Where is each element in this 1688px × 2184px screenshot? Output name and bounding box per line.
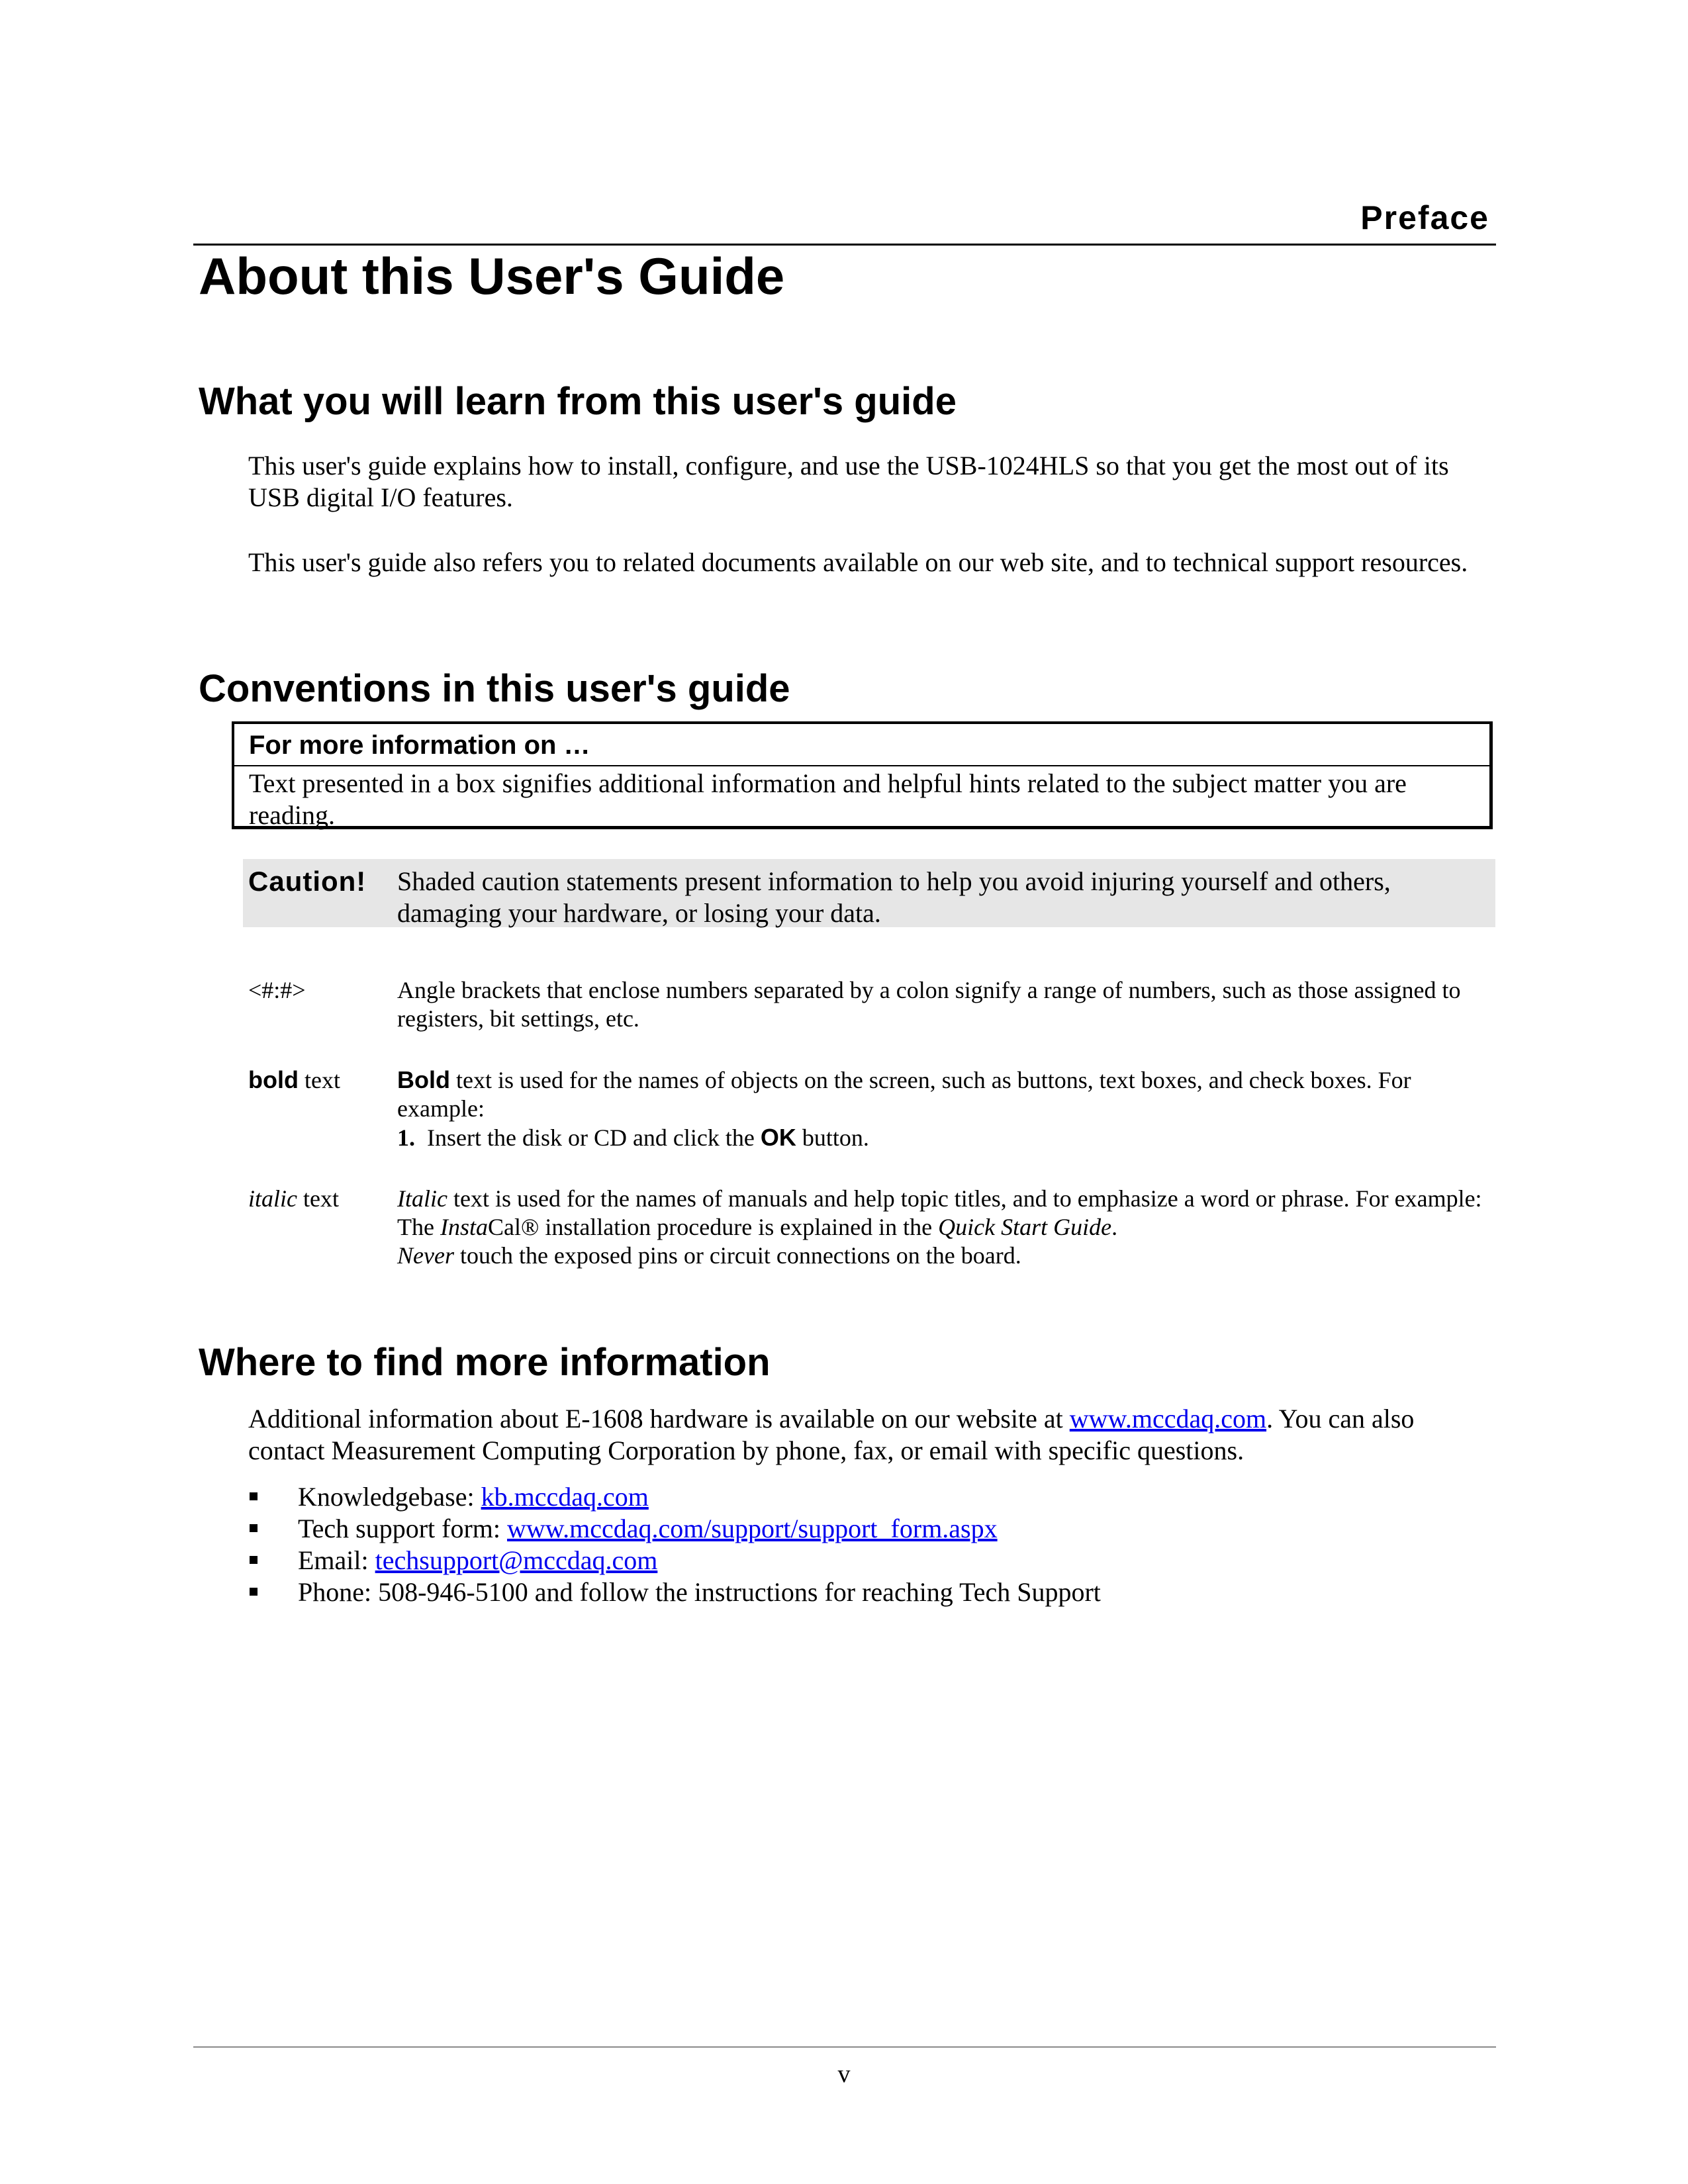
caution-box (243, 859, 1495, 927)
list-item-email (248, 1545, 1101, 1576)
step-text: Insert the disk or CD and click the (427, 1124, 761, 1151)
caution-text: Shaded caution statements present information to help you avoid injuring yourself and others, damaging your hardware, or losing your data. (397, 866, 1391, 928)
square-bullet-icon (250, 1588, 258, 1596)
emphasis-word: Never (397, 1242, 454, 1269)
step-number: 1. (397, 1124, 415, 1151)
desc-italic-word: Italic (397, 1185, 447, 1212)
square-bullet-icon (250, 1492, 258, 1500)
heading-what-you-will-learn: What you will learn from this user's guide (199, 380, 957, 423)
convention-term: <#:#> (248, 977, 306, 1003)
convention-description (397, 1066, 1496, 1152)
example-step (397, 1123, 1496, 1152)
insta-word: Insta (440, 1214, 488, 1240)
convention-description (397, 1185, 1496, 1270)
section-label: Preface (1360, 199, 1489, 236)
example-text: touch the exposed pins or circuit connections on the board. (453, 1242, 1021, 1269)
desc-rest: text is used for the names of objects on the screen, such as buttons, text boxes, and check boxes. For example: (397, 1067, 1411, 1122)
list-item-knowledgebase (248, 1481, 1101, 1513)
example-text: Cal® installation procedure is explained in the (487, 1214, 939, 1240)
ok-word: OK (760, 1124, 796, 1151)
term-italic-word: italic (248, 1185, 297, 1212)
email-link[interactable]: techsupport@mccdaq.com (375, 1545, 658, 1575)
item-label: Phone: 508-946-5100 and follow the instructions for reaching Tech Support (298, 1577, 1101, 1607)
paragraph-text: . You can also contact Measurement Computing Corporation by phone, fax, or email with specific questions. (248, 1404, 1415, 1465)
paragraph-guide-purpose: This user's guide explains how to install, configure, and use the USB-1024HLS so that you get the most out of its USB digital I/O features. (248, 451, 1449, 512)
info-box-text: Text presented in a box signifies additional information and helpful hints related to the subject matter you are reading. (249, 768, 1407, 830)
paragraph-more-info (248, 1403, 1493, 1467)
info-box (232, 721, 1493, 829)
desc-bold-word: Bold (397, 1066, 450, 1093)
info-box-title: For more information on … (249, 731, 590, 760)
knowledgebase-link[interactable]: kb.mccdaq.com (481, 1482, 649, 1512)
convention-term (248, 1066, 340, 1095)
paragraph-related-documents: This user's guide also refers you to related documents available on our web site, and to technical support resources. (248, 547, 1468, 577)
footer-rule (193, 2046, 1496, 2048)
item-label: Knowledgebase: (298, 1482, 481, 1512)
step-text-end: button. (796, 1124, 869, 1151)
example-line-2 (397, 1242, 1496, 1270)
website-link[interactable]: www.mccdaq.com (1069, 1404, 1267, 1433)
list-item-phone (248, 1576, 1101, 1608)
square-bullet-icon (250, 1524, 258, 1532)
page-number: v (837, 2060, 851, 2088)
term-rest: text (297, 1185, 339, 1212)
example-text: The (397, 1214, 440, 1240)
heading-where-to-find: Where to find more information (199, 1341, 771, 1384)
item-label: Email: (298, 1545, 375, 1575)
caution-label: Caution! (248, 866, 367, 897)
heading-conventions: Conventions in this user's guide (199, 667, 790, 710)
desc-rest: text is used for the names of manuals and help topic titles, and to emphasize a word or phrase. For example: (447, 1185, 1482, 1212)
paragraph-text: Additional information about E-1608 hardware is available on our website at (248, 1404, 1070, 1433)
example-line-1 (397, 1213, 1496, 1242)
example-text: . (1111, 1214, 1118, 1240)
term-rest: text (298, 1067, 340, 1093)
manual-title: Quick Start Guide (938, 1214, 1112, 1240)
term-bold-word: bold (248, 1066, 299, 1093)
convention-term (248, 1185, 339, 1213)
info-box-divider (234, 765, 1489, 766)
convention-description: Angle brackets that enclose numbers separated by a colon signify a range of numbers, such as those assigned to registers, bit settings, etc. (397, 977, 1461, 1032)
item-label: Tech support form: (298, 1514, 508, 1543)
support-form-link[interactable]: www.mccdaq.com/support/support_form.aspx (507, 1514, 998, 1543)
contact-list (248, 1481, 1101, 1608)
chapter-title: About this User's Guide (199, 247, 785, 305)
square-bullet-icon (250, 1556, 258, 1564)
list-item-tech-support-form (248, 1513, 1101, 1545)
header-rule (193, 244, 1496, 246)
